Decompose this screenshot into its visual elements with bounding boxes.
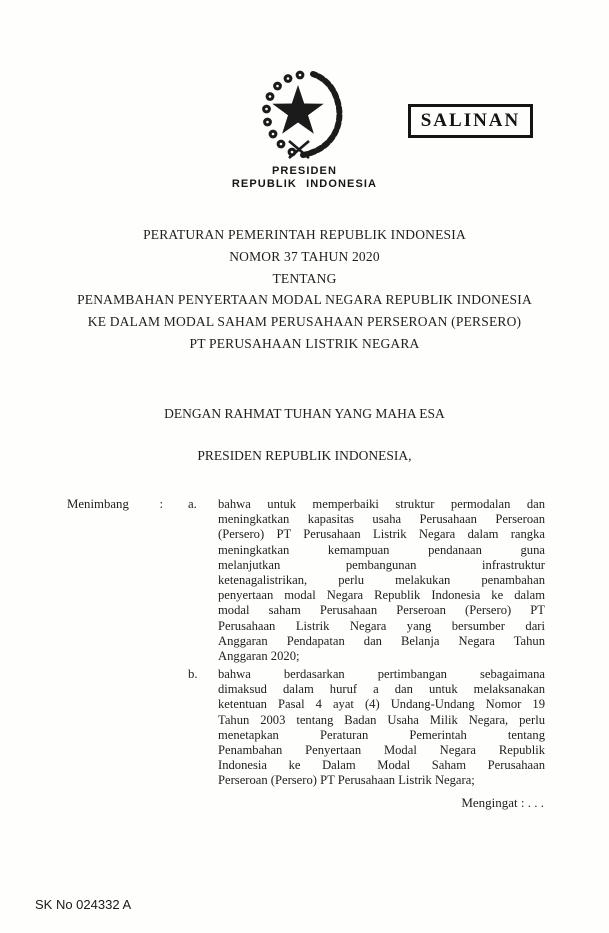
letterhead xyxy=(0,165,609,191)
paragraph-line: (Persero) PT Perusahaan Listrik Negara dalam rangka xyxy=(218,527,545,542)
paragraph-line: penyertaan modal Negara Republik Indonesia ke dalam xyxy=(218,588,545,603)
salinan-stamp-label: SALINAN xyxy=(420,110,521,131)
paragraph-line: Indonesia ke Dalam Modal Saham Perusahaan xyxy=(218,758,545,773)
title-line-regulation: PERATURAN PEMERINTAH REPUBLIK INDONESIA xyxy=(143,227,466,242)
title-line-number: NOMOR 37 TAHUN 2020 xyxy=(229,248,380,264)
star-icon xyxy=(272,85,323,134)
catchword-mengingat: Mengingat : . . . xyxy=(461,795,544,810)
paragraph-line: Anggaran Pendapatan dan Belanja Negara Tahun xyxy=(218,633,545,648)
item-marker-a: a. xyxy=(188,497,197,511)
paragraph-line: Penambahan Penyertaan Modal Negara Republik xyxy=(218,743,545,758)
regulation-title-block xyxy=(0,224,609,355)
letterhead-republik-indonesia: REPUBLIK INDONESIA xyxy=(231,178,378,190)
menimbang-label xyxy=(67,497,163,512)
paragraph-line: menetapkan Peraturan Pemerintah tentang xyxy=(218,727,545,742)
paragraph-line: meningkatkan kemampuan pendanaan guna xyxy=(218,542,545,557)
paragraph-line: meningkatkan kapasitas usaha Perusahaan Perseroan xyxy=(218,512,545,527)
title-line-tentang: TENTANG xyxy=(272,270,337,286)
title-line-subject-1: PENAMBAHAN PENYERTAAN MODAL NEGARA REPUBLIK INDONESIA xyxy=(77,292,532,308)
paragraph-line: dimaksud dalam huruf a dan untuk melaksanakan xyxy=(218,682,545,697)
considering-paragraph-a xyxy=(218,497,545,664)
item-marker-b: b. xyxy=(188,667,198,681)
paragraph-line: ketentuan Pasal 4 ayat (4) Undang-Undang Nomor 19 xyxy=(218,697,545,712)
paragraph-line: Perseroan (Persero) PT Perusahaan Listrik Negara; xyxy=(218,773,475,788)
menimbang-label-text: Menimbang xyxy=(67,497,129,511)
invocation-line: DENGAN RAHMAT TUHAN YANG MAHA ESA xyxy=(164,406,445,421)
title-line-subject-2: KE DALAM MODAL SAHAM PERUSAHAAN PERSEROAN (PERSERO) xyxy=(87,314,522,330)
paragraph-line: Anggaran 2020; xyxy=(218,649,300,664)
considering-paragraph-b xyxy=(218,667,545,789)
menimbang-label-colon: : xyxy=(159,497,163,511)
paragraph-line: modal saham Perusahaan Perseroan (Persero) PT xyxy=(218,603,545,618)
paragraph-line: Tahun 2003 tentang Badan Usaha Milik Negara, perlu xyxy=(218,712,545,727)
salinan-stamp xyxy=(408,104,533,138)
authority-line: PRESIDEN REPUBLIK INDONESIA, xyxy=(197,448,412,463)
paragraph-line: bahwa berdasarkan pertimbangan sebagaimana xyxy=(218,667,545,681)
letterhead-presiden: PRESIDEN xyxy=(271,165,338,177)
sk-number-footer: SK No 024332 A xyxy=(35,897,132,912)
paragraph-line: melanjutkan pembangunan infrastruktur xyxy=(218,557,545,572)
presidential-star-wreath-emblem-icon xyxy=(251,70,351,160)
title-line-subject-3: PT PERUSAHAAN LISTRIK NEGARA xyxy=(189,335,420,351)
paragraph-line: ketenagalistrikan, perlu melakukan penambahan xyxy=(218,573,545,588)
paragraph-line: Perusahaan Listrik Negara yang bersumber dari xyxy=(218,618,545,633)
paragraph-line: bahwa untuk memperbaiki struktur permodalan dan xyxy=(218,497,545,511)
